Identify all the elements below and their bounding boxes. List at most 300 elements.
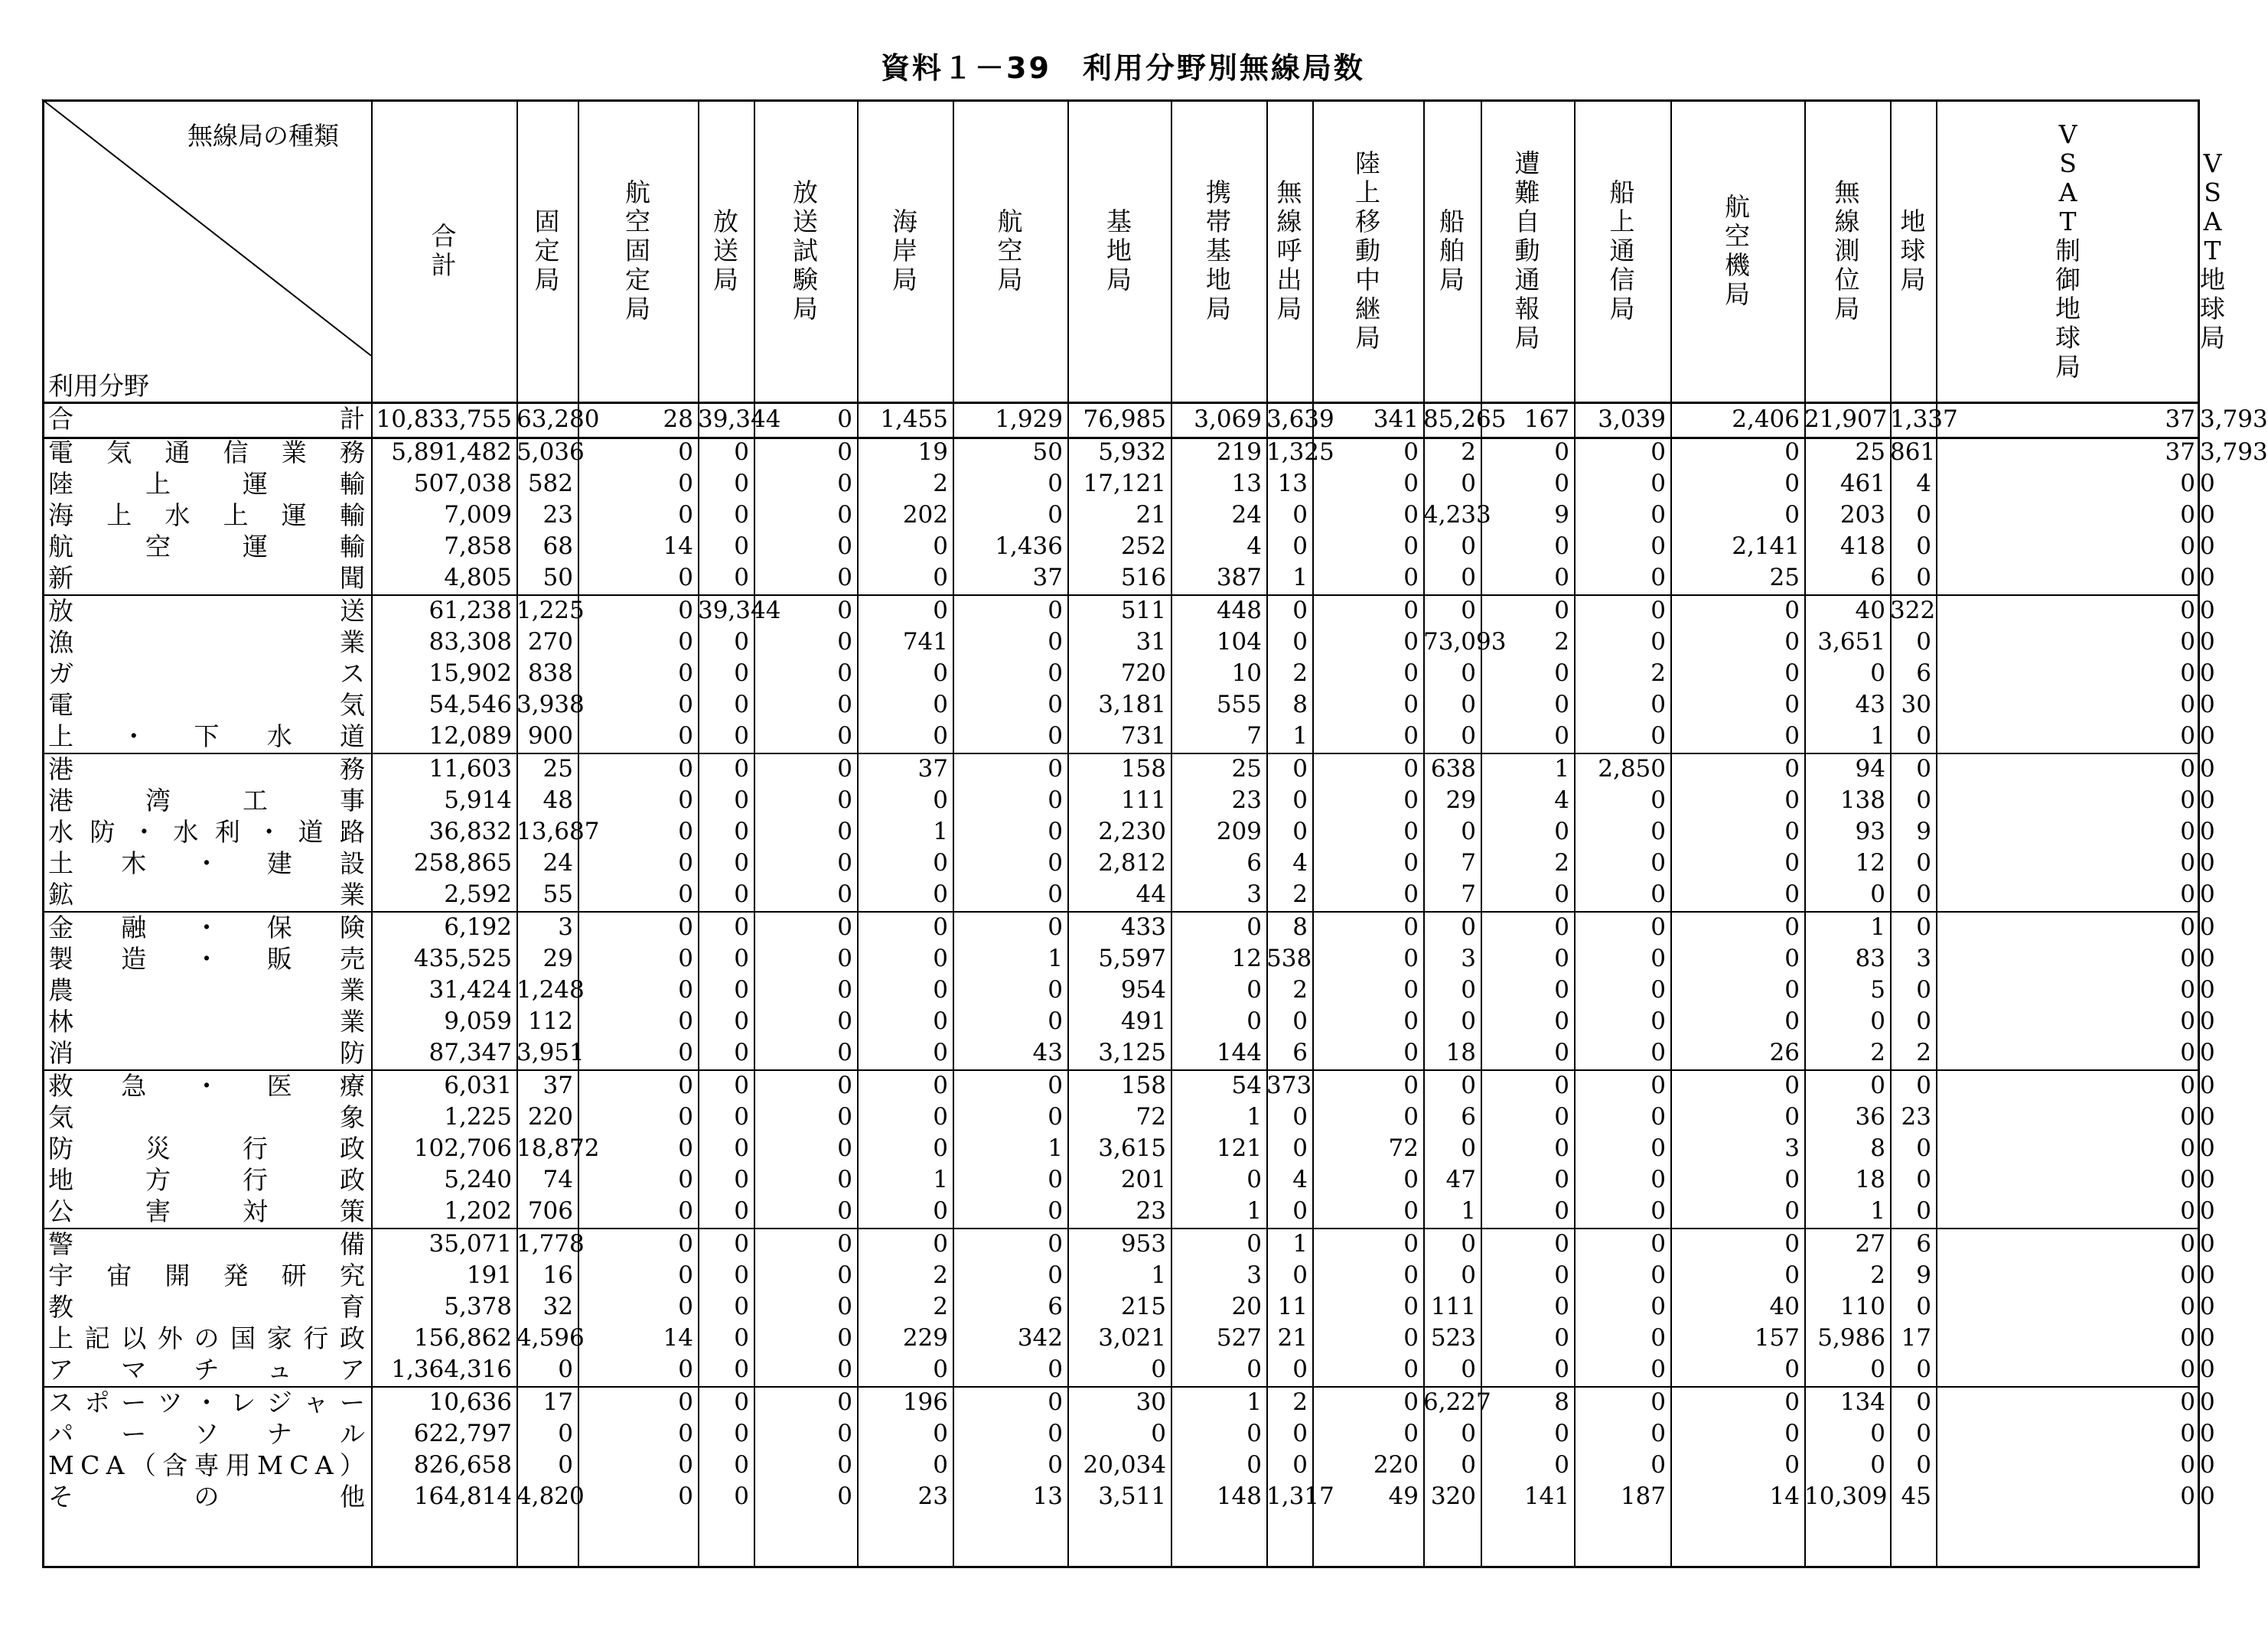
table-cell: 0: [837, 1451, 852, 1479]
column-header: [516, 99, 578, 402]
table-cell: 0: [1784, 1451, 1800, 1479]
table-cell: 0: [1650, 1072, 1666, 1099]
column-header: [754, 99, 857, 402]
row-label-char: 海: [48, 500, 73, 530]
table-cell: 201: [1120, 1166, 1166, 1193]
table-cell: 0: [2180, 1197, 2195, 1225]
table-cell: 72: [1136, 1103, 1166, 1131]
table-cell: 0: [2180, 945, 2195, 972]
table-cell: 164,814: [413, 1482, 512, 1510]
table-cell: 0: [1292, 628, 1308, 656]
table-cell: 0: [678, 1166, 693, 1193]
table-cell: 0: [2200, 1420, 2215, 1447]
row-label: [48, 1196, 365, 1227]
column-header: [371, 99, 516, 402]
row-label-char: 行: [243, 1165, 268, 1195]
table-cell: 0: [2180, 1103, 2195, 1131]
table-cell: 0: [734, 1039, 749, 1066]
table-cell: 121: [1216, 1134, 1262, 1162]
column-header-char: 信: [1609, 264, 1635, 295]
table-cell: 0: [1650, 1134, 1666, 1162]
row-label: [48, 879, 365, 910]
table-cell: 1: [933, 1166, 948, 1193]
table-cell: 1,436: [995, 532, 1063, 560]
table-cell: 0: [2200, 1072, 2215, 1099]
table-cell: 0: [1554, 438, 1569, 466]
table-cell: 0: [1461, 1007, 1476, 1035]
table-cell: 0: [1292, 597, 1308, 624]
table-cell: 12: [1855, 849, 1885, 877]
table-cell: 10: [1231, 659, 1262, 687]
table-cell: 5,240: [444, 1166, 512, 1193]
table-cell: 0: [1403, 755, 1419, 783]
table-cell: 0: [1292, 1355, 1308, 1383]
table-cell: 9: [1916, 1261, 1931, 1289]
table-cell: 4,805: [444, 564, 512, 591]
row-label-char: 事: [340, 786, 365, 815]
table-cell: 158: [1120, 1072, 1166, 1099]
table-cell: 0: [2200, 1261, 2215, 1289]
table-cell: 0: [1151, 1420, 1166, 1447]
table-cell: 215: [1120, 1293, 1166, 1320]
table-cell: 0: [1403, 1197, 1419, 1225]
table-cell: 0: [1916, 1007, 1931, 1035]
row-label-char: 輸: [340, 532, 365, 561]
row-label-char: 対: [243, 1196, 268, 1226]
row-label: [48, 816, 365, 848]
table-cell: 0: [678, 1039, 693, 1066]
table-cell: 0: [678, 564, 693, 591]
column-header-char: 空: [625, 206, 650, 236]
table-cell: 0: [2180, 564, 2195, 591]
table-cell: 25: [1231, 755, 1262, 783]
table-cell: 8: [1292, 691, 1308, 718]
table-cell: 0: [678, 1103, 693, 1131]
table-cell: 0: [2200, 913, 2215, 941]
table-cell: 0: [837, 1166, 852, 1193]
row-label-char: 道: [340, 721, 365, 751]
table-cell: 0: [1403, 880, 1419, 908]
table-cell: 0: [1650, 628, 1666, 656]
row-label-char: M: [48, 1450, 74, 1480]
table-cell: 0: [837, 1072, 852, 1099]
table-cell: 0: [1292, 501, 1308, 529]
column-header-char: S: [2059, 148, 2077, 178]
row-label-char: 災: [145, 1134, 171, 1163]
table-cell: 10,636: [429, 1388, 512, 1416]
table-cell: 0: [1292, 1197, 1308, 1225]
table-cell: 0: [2200, 1197, 2215, 1225]
table-cell: 35,071: [429, 1230, 512, 1258]
table-cell: 5,378: [444, 1293, 512, 1320]
row-label-char: 宇: [48, 1261, 73, 1290]
column-header-char: 通: [1514, 264, 1540, 295]
column-header-char: 移: [1355, 206, 1380, 236]
table-cell: 0: [933, 1007, 948, 1035]
table-cell: 25: [1769, 564, 1800, 591]
table-cell: 0: [2180, 1420, 2195, 1447]
table-cell: 1: [1292, 1230, 1308, 1258]
row-label-char: 務: [340, 754, 365, 784]
row-label-char: 務: [339, 438, 365, 467]
table-cell: 0: [1784, 470, 1800, 497]
table-cell: 1,248: [516, 976, 585, 1004]
table-cell: 538: [1266, 945, 1312, 972]
table-cell: 1: [1048, 945, 1063, 972]
total-cell: 63,280: [516, 405, 600, 433]
table-cell: 0: [2180, 1261, 2195, 1289]
table-cell: 0: [678, 597, 693, 624]
table-cell: 0: [734, 1482, 749, 1510]
table-cell: 0: [2200, 1324, 2215, 1352]
table-cell: 0: [678, 1261, 693, 1289]
row-label-char: 放: [48, 596, 73, 626]
table-cell: 507,038: [413, 470, 512, 497]
table-cell: 0: [1048, 597, 1063, 624]
column-header-char: 基: [1106, 206, 1132, 236]
table-cell: 731: [1120, 722, 1166, 750]
table-cell: 0: [1403, 1072, 1419, 1099]
row-label-char: 港: [48, 786, 73, 815]
table-cell: 0: [1292, 1007, 1308, 1035]
table-cell: 0: [678, 1230, 693, 1258]
row-label-char: ル: [340, 1419, 365, 1449]
table-cell: 3,793: [2200, 438, 2268, 466]
table-cell: 0: [1403, 564, 1419, 591]
table-cell: 6: [1246, 849, 1262, 877]
total-cell: 1,337: [1890, 405, 1958, 433]
table-cell: 0: [933, 945, 948, 972]
row-label-char: 外: [157, 1323, 183, 1353]
table-cell: 435,525: [413, 945, 512, 972]
table-cell: 134: [1839, 1388, 1885, 1416]
row-label-char: レ: [230, 1388, 256, 1417]
table-cell: 2: [933, 1261, 948, 1289]
row-label: [48, 1164, 365, 1196]
table-cell: 0: [2180, 849, 2195, 877]
table-cell: 0: [734, 1388, 749, 1416]
row-label-char: 電: [48, 690, 73, 720]
table-cell: 191: [466, 1261, 512, 1289]
row-label-char: ツ: [157, 1388, 183, 1417]
table-cell: 0: [1916, 722, 1931, 750]
table-cell: 3,615: [1098, 1134, 1166, 1162]
stations-table: [42, 99, 2268, 1568]
column-header-char: 海: [892, 206, 917, 236]
table-cell: 0: [1554, 564, 1569, 591]
table-cell: 0: [1554, 1166, 1569, 1193]
table-cell: 1,778: [516, 1230, 585, 1258]
table-cell: 0: [2180, 501, 2195, 529]
table-cell: 0: [2200, 597, 2215, 624]
row-label-char: ・: [131, 817, 157, 847]
table-cell: 24: [543, 849, 573, 877]
table-cell: 320: [1430, 1482, 1476, 1510]
table-cell: 0: [1784, 1007, 1800, 1035]
table-cell: 0: [837, 501, 852, 529]
table-cell: 0: [2180, 818, 2195, 845]
table-cell: 29: [1445, 786, 1476, 814]
table-cell: 0: [678, 1293, 693, 1320]
table-cell: 36,832: [429, 818, 512, 845]
total-cell: 1,455: [880, 405, 948, 433]
table-cell: 0: [1292, 755, 1308, 783]
row-label: [48, 912, 365, 943]
table-cell: 30: [1136, 1388, 1166, 1416]
table-cell: 7: [1461, 880, 1476, 908]
table-cell: 0: [1784, 913, 1800, 941]
table-cell: 900: [527, 722, 573, 750]
table-cell: 0: [1650, 913, 1666, 941]
row-label-char: 国: [230, 1323, 256, 1353]
table-cell: 0: [837, 1324, 852, 1352]
table-cell: 0: [837, 1230, 852, 1258]
table-cell: 229: [902, 1324, 948, 1352]
column-header-char: 局: [1725, 278, 1750, 309]
total-cell: 167: [1523, 405, 1569, 433]
table-cell: 2: [1554, 849, 1569, 877]
table-cell: 2: [1650, 659, 1666, 687]
page-title: 資料１－39 利用分野別無線局数: [881, 51, 1365, 85]
table-cell: 0: [837, 755, 852, 783]
table-cell: 252: [1120, 532, 1166, 560]
table-cell: 6: [1048, 1293, 1063, 1320]
column-header-char: 送: [793, 206, 818, 236]
table-cell: 0: [1292, 532, 1308, 560]
table-cell: 0: [1784, 1355, 1800, 1383]
table-cell: 0: [1048, 1261, 1063, 1289]
table-cell: 0: [933, 1420, 948, 1447]
table-cell: 50: [1032, 438, 1063, 466]
table-cell: 582: [527, 470, 573, 497]
table-cell: 0: [1292, 786, 1308, 814]
row-label-char: 金: [48, 913, 73, 942]
total-cell: 39,344: [698, 405, 781, 433]
table-cell: 0: [678, 501, 693, 529]
row-label: [48, 1070, 365, 1102]
table-cell: 0: [1461, 1072, 1476, 1099]
table-cell: 0: [1650, 1166, 1666, 1193]
column-header: [1266, 99, 1312, 402]
row-label-char: ー: [121, 1419, 147, 1449]
column-header-char: 船: [1439, 206, 1465, 236]
table-cell: 0: [734, 691, 749, 718]
table-cell: 861: [1890, 438, 1936, 466]
table-cell: 3,181: [1098, 691, 1166, 718]
table-cell: 0: [837, 849, 852, 877]
row-label: [48, 595, 365, 626]
table-cell: 0: [1048, 913, 1063, 941]
table-cell: 20,034: [1083, 1451, 1166, 1479]
total-cell: 3,039: [1598, 405, 1666, 433]
table-cell: 0: [1650, 691, 1666, 718]
column-header-char: 空: [1725, 220, 1750, 251]
column-header-char: 地: [2055, 293, 2081, 324]
row-label-char: 医: [266, 1071, 292, 1101]
table-cell: 0: [1784, 722, 1800, 750]
row-label-char: 上: [223, 500, 249, 530]
table-cell: 0: [1461, 597, 1476, 624]
row-label-char: 信: [223, 438, 249, 467]
table-cell: 0: [1870, 1355, 1885, 1383]
table-cell: 202: [902, 501, 948, 529]
table-cell: 954: [1120, 976, 1166, 1004]
table-cell: 6: [1916, 659, 1931, 687]
table-cell: 0: [734, 880, 749, 908]
table-cell: 0: [837, 564, 852, 591]
row-label: [48, 1291, 365, 1323]
table-cell: 0: [837, 976, 852, 1004]
table-cell: 2: [1870, 1261, 1885, 1289]
total-cell: 3,069: [1194, 405, 1262, 433]
table-cell: 0: [1403, 1230, 1419, 1258]
table-cell: 158: [1120, 755, 1166, 783]
table-cell: 0: [1292, 1261, 1308, 1289]
column-header-char: 遭: [1514, 148, 1540, 178]
table-cell: 0: [1870, 1451, 1885, 1479]
column-header: [2200, 99, 2225, 402]
total-cell: 0: [837, 405, 852, 433]
table-cell: 0: [734, 849, 749, 877]
table-cell: 0: [1784, 849, 1800, 877]
column-header-char: 局: [534, 264, 560, 295]
row-label: [48, 626, 365, 658]
row-label-char: 水: [165, 500, 191, 530]
table-cell: 0: [734, 1103, 749, 1131]
column-header-char: 定: [625, 264, 650, 295]
table-cell: 622,797: [413, 1420, 512, 1447]
table-cell: 220: [527, 1103, 573, 1131]
row-label-char: 業: [340, 975, 365, 1005]
table-cell: 0: [1784, 1103, 1800, 1131]
table-cell: 0: [1554, 1134, 1569, 1162]
table-cell: 0: [837, 597, 852, 624]
row-label-char: 方: [145, 1165, 171, 1195]
table-cell: 9: [1554, 501, 1569, 529]
table-cell: 0: [1916, 1355, 1931, 1383]
table-cell: 3: [1916, 945, 1931, 972]
column-header-char: 通: [1609, 235, 1635, 265]
table-cell: 0: [1784, 880, 1800, 908]
table-cell: 0: [933, 1197, 948, 1225]
table-cell: 0: [2200, 849, 2215, 877]
table-cell: 16: [543, 1261, 573, 1289]
table-cell: 0: [837, 1134, 852, 1162]
table-cell: 112: [527, 1007, 573, 1035]
row-label-char: ・: [194, 1071, 220, 1101]
column-header-char: 難: [1514, 177, 1540, 207]
column-header-char: V: [2203, 148, 2222, 178]
row-label-char: 路: [339, 817, 365, 847]
row-label: [48, 1006, 365, 1037]
table-cell: 3: [558, 913, 573, 941]
table-cell: 13: [1032, 1482, 1063, 1510]
table-cell: 11: [1277, 1293, 1308, 1320]
table-cell: 0: [2180, 1482, 2195, 1510]
table-cell: 0: [1292, 1420, 1308, 1447]
table-cell: 2: [1916, 1039, 1931, 1066]
table-cell: 0: [1650, 501, 1666, 529]
row-label-char: 防: [90, 817, 116, 847]
table-cell: 0: [678, 1134, 693, 1162]
table-cell: 3,021: [1098, 1324, 1166, 1352]
table-cell: 0: [1554, 1261, 1569, 1289]
column-header-char: S: [2204, 177, 2221, 207]
row-label: [48, 402, 365, 437]
row-label: [48, 848, 365, 879]
table-cell: 0: [1048, 1072, 1063, 1099]
table-cell: 0: [1292, 1103, 1308, 1131]
table-cell: 10,309: [1804, 1482, 1888, 1510]
row-label-char: 急: [121, 1071, 147, 1101]
table-cell: 0: [1784, 1072, 1800, 1099]
row-label-char: ・: [194, 848, 220, 878]
table-cell: 0: [837, 1103, 852, 1131]
table-cell: 0: [734, 1072, 749, 1099]
table-cell: 0: [933, 1355, 948, 1383]
table-cell: 6: [1292, 1039, 1308, 1066]
table-cell: 2,230: [1098, 818, 1166, 845]
table-cell: 0: [678, 1007, 693, 1035]
row-label-char: 計: [340, 404, 365, 434]
table-cell: 1,364,316: [391, 1355, 512, 1383]
row-label-char: 害: [145, 1196, 171, 1226]
table-cell: 9: [1916, 818, 1931, 845]
table-cell: 0: [678, 722, 693, 750]
row-label: [48, 500, 365, 531]
column-header-char: 報: [1514, 293, 1540, 324]
table-cell: 0: [1554, 976, 1569, 1004]
column-header: [1423, 99, 1481, 402]
table-cell: 156,862: [413, 1324, 512, 1352]
table-cell: 0: [1461, 976, 1476, 1004]
table-cell: 0: [1048, 1007, 1063, 1035]
table-cell: 0: [837, 913, 852, 941]
table-cell: 0: [1784, 1388, 1800, 1416]
row-label-char: 造: [121, 944, 147, 974]
table-cell: 47: [1445, 1166, 1476, 1193]
table-cell: 3: [1784, 1134, 1800, 1162]
table-cell: 0: [1784, 597, 1800, 624]
total-cell: 1,929: [995, 405, 1063, 433]
table-cell: 0: [2200, 659, 2215, 687]
table-cell: 0: [1403, 913, 1419, 941]
table-cell: 0: [837, 532, 852, 560]
table-cell: 4,820: [516, 1482, 585, 1510]
row-label: [48, 1037, 365, 1069]
table-cell: 0: [837, 786, 852, 814]
row-label-char: 融: [121, 913, 147, 942]
table-cell: 3: [1246, 880, 1262, 908]
table-cell: 0: [2200, 1103, 2215, 1131]
table-cell: 0: [2200, 976, 2215, 1004]
table-cell: 93: [1855, 818, 1885, 845]
row-label-char: 木: [121, 848, 147, 878]
column-header-char: 継: [1355, 293, 1380, 324]
column-header-char: 無: [1276, 177, 1302, 207]
table-cell: 0: [933, 532, 948, 560]
table-cell: 0: [933, 880, 948, 908]
table-cell: 87,347: [429, 1039, 512, 1066]
table-cell: 61,238: [429, 597, 512, 624]
table-cell: 55: [543, 880, 573, 908]
table-cell: 0: [1650, 1451, 1666, 1479]
table-cell: 0: [1916, 532, 1931, 560]
table-cell: 0: [2200, 1007, 2215, 1035]
table-cell: 0: [837, 1420, 852, 1447]
row-label-char: 政: [340, 1165, 365, 1195]
row-label-char: 公: [48, 1196, 73, 1226]
